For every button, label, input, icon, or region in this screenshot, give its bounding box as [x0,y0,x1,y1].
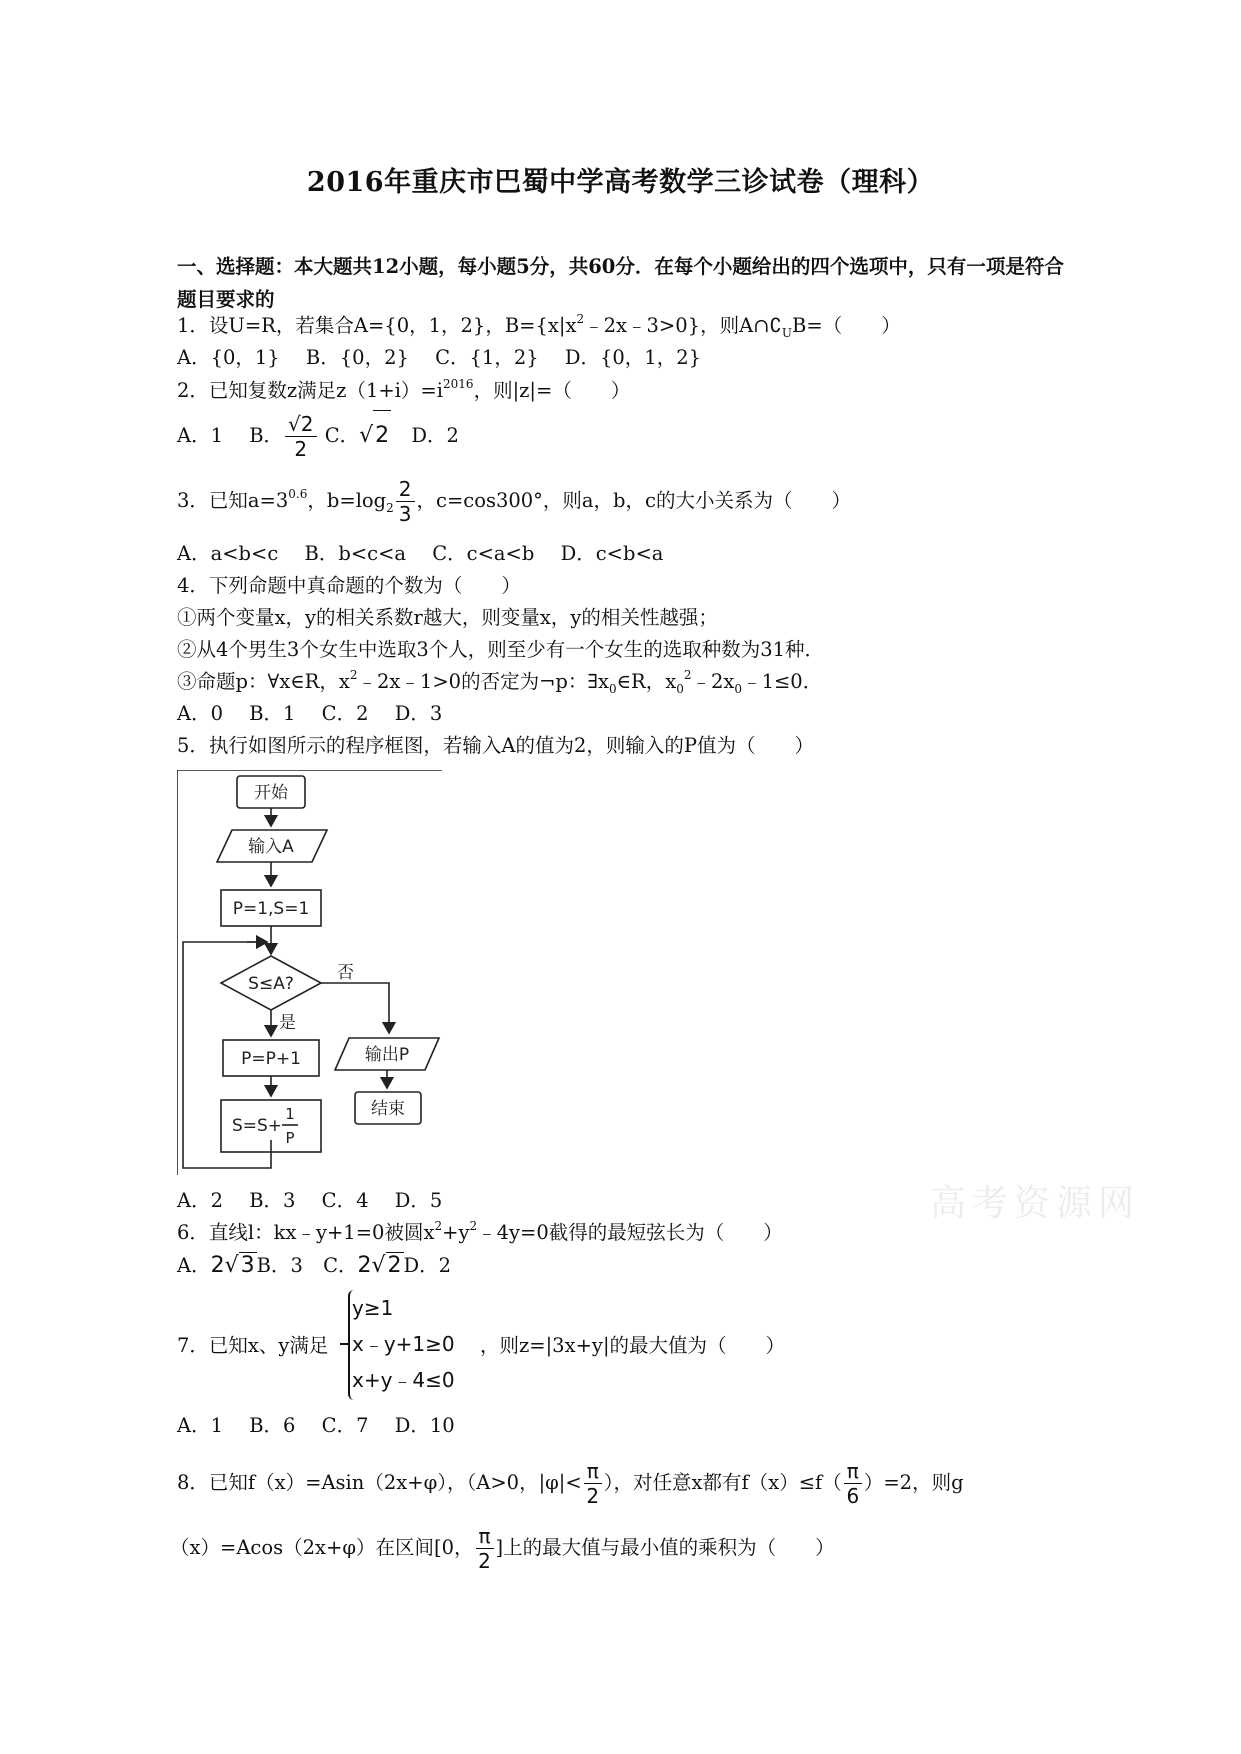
fraction: $\frac{√2}{2}$ [285,412,316,461]
option-b: B．{0，2} [305,346,409,369]
question-3: 3．已知$a=3^{0.6}$，$b=\log_2$ $\frac{2}{3}$ ，c=cos300°，则a，b，c的大小关系为（ ） [177,477,851,526]
option-a: A．0 [177,702,223,725]
option-d: D．2 [403,1254,452,1277]
step2-label: S=S+ [231,1116,283,1136]
input-label: 输入A [248,837,294,857]
option-d: D．5 [394,1189,443,1212]
option-d: D．3 [394,702,443,725]
option-c: C．4 [321,1189,369,1212]
question-2-options [177,410,459,461]
option-d: D．10 [394,1414,455,1437]
radical: 2√3 [210,1253,255,1278]
output-label: 输出P [364,1045,410,1065]
step2-numerator: 1 [285,1105,295,1123]
flowchart [177,770,447,1178]
question-7-options [177,1413,475,1439]
question-2: 2．已知复数z满足$z(1+i)=i^{2016}$，则|z|=（ ） [177,377,631,402]
section-heading: 一、选择题：本大题共12小题，每小题5分，共60分．在每个小题给出的四个选项中，只有一项是符合题目要求的 [177,255,1064,311]
option-b: B． [249,424,284,447]
fraction: $\frac{\pi}{6}$ [844,1459,862,1508]
radical: √2 [359,410,391,461]
question-8-line-2: （x）=Acos（2x+φ）在区间[0， $\frac{\pi}{2}$ ]上的最大值与最小值的乘积为（ ） [170,1524,835,1573]
no-branch-line [321,983,389,1033]
step1-label: P=P+1 [241,1049,301,1069]
init-label: P=1,S=1 [232,899,310,919]
option-c: C．7 [321,1414,369,1437]
option-b: B．6 [249,1414,296,1437]
step2-denominator: P [285,1129,295,1147]
fraction: $\frac{\pi}{2}$ [476,1524,494,1573]
option-c: C．2 [321,702,369,725]
question-6-options [177,1252,451,1279]
option-d: D．2 [411,424,459,447]
option-b: B．3 [256,1254,303,1277]
option-b: B．1 [249,702,296,725]
option-c: C．c<a<b [432,542,535,565]
constraint-1: y≥1 [352,1296,394,1320]
option-a: A． [177,1254,211,1277]
option-a: A．1 [177,424,223,447]
option-a: A．2 [177,1189,223,1212]
question-7-lead: 7．已知x、y满足 [177,1334,329,1357]
option-a: A．1 [177,1414,223,1437]
watermark: 高考资源网 [930,1183,1141,1224]
fraction: $\frac{\pi}{2}$ [584,1459,602,1508]
option-d: D．c<b<a [560,542,664,565]
statement-1: ①两个变量x，y的相关系数r越大，则变量x，y的相关性越强； [177,606,718,629]
end-label: 结束 [371,1099,405,1119]
option-a: A．{0，1} [177,346,280,369]
question-6: 6．直线l：kx﹣y+1=0被圆$x^2+y^2﹣4y=0$截得的最短弦长为（ ） [177,1219,783,1244]
start-label: 开始 [254,783,288,803]
question-4-options [177,701,462,727]
decision-label: S≤A? [248,974,294,994]
fraction: $\frac{2}{3}$ [396,477,415,526]
option-a: A．a<b<c [177,542,279,565]
question-7-tail: ，则z=|3x+y|的最大值为（ ） [480,1334,786,1357]
statement-2: ②从4个男生3个女生中选取3个人，则至少有一个女生的选取种数为31种． [177,638,825,661]
page-title: 2016年重庆市巴蜀中学高考数学三诊试卷（理科） [306,167,935,198]
option-c: C． [324,424,360,447]
constraint-system [352,1290,455,1398]
yes-label: 是 [279,1013,296,1033]
question-8-line-1: 8．已知f（x）=Asin（2x+φ），（A>0，|φ|< $\frac{\pi}{2}$ ），对任意x都有f（x）≤f（ $\frac{\pi}{6}$ ）=2，则g [177,1459,964,1508]
option-c: C．{1，2} [435,346,539,369]
no-label: 否 [337,963,354,983]
option-b: B．3 [249,1189,296,1212]
statement-3: ③命题p：∀x∈R，$x^2﹣2x﹣1>0$的否定为¬p：$\exists x_0\in R$，$x_0^2﹣2x_0﹣1\le 0$． [177,668,823,696]
radical: 2√2 [357,1253,402,1278]
constraint-3: x+y﹣4≤0 [352,1368,455,1392]
question-5: 5．执行如图所示的程序框图，若输入A的值为2，则输入的P值为（ ） [177,734,815,757]
question-1-options [177,345,721,371]
question-3-options [177,541,683,567]
question-4: 4．下列命题中真命题的个数为（ ） [177,574,521,597]
question-1: 1．设U=R，若集合A={0，1，2}，$B=\{x|x^2﹣2x﹣3>0\}$，则$A\cap∁_UB=$（ ） [177,312,901,340]
question-5-options [177,1188,462,1214]
option-d: D．{0，1，2} [564,346,702,369]
option-c: C． [323,1254,358,1277]
option-b: B．b<c<a [304,542,407,565]
constraint-2: x﹣y+1≥0 [352,1332,455,1356]
brace-tip [340,1343,348,1345]
